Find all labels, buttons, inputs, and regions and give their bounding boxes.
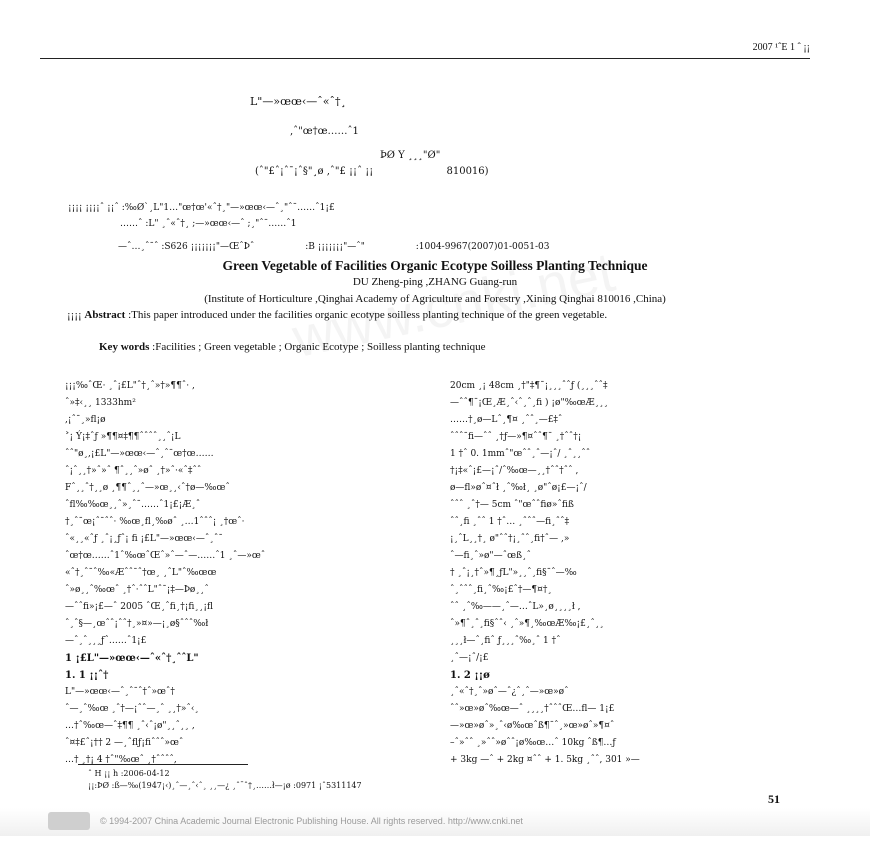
article-id: :1004-9967(2007)01-0051-03 (415, 242, 550, 252)
footnote-received-date: ˆ H ¡¡ h :2006-04-12 (88, 769, 170, 778)
running-header (40, 40, 810, 59)
body-text-line: «ˆ†¸ˆ¯ˆ‰«Æˆˆ¯ˆ†œ¸ ¸ˆL"ˆ‰œœ (65, 568, 217, 578)
body-text-line: ˆ¸ˆ§—¸œˆˆ¡ˆˆ†¸»¤»—¡¸ø§ˆˆˆ‰ł (65, 619, 209, 629)
body-text-line: ¡¸ˆL¸¸†¸ ø"ˆˆ†¡¸ˆˆ¸fi†ˆ— ,» (450, 534, 570, 544)
body-text-line: 1 †ˆ 0. 1mmˆ"œˆˆ¸ˆ—¡ˆ/ ¸ˆ¸¸ˆˆ (450, 449, 591, 459)
english-abstract (67, 308, 809, 323)
body-text-line: ,¡ˆ¯¸»fl¡ø (65, 415, 106, 425)
body-text-line: ˆ»‡‹¸¸ 1333hm² (65, 398, 136, 408)
footnote-rule (78, 764, 248, 765)
clc-number: —ˆ…¸ˆ¯ˆ :S626 ¡¡¡¡¡¡¡"—ŒˆÞˆ (118, 242, 255, 252)
abstract-indent: ¡¡¡¡ (67, 309, 82, 321)
footnote (88, 768, 362, 792)
chinese-affiliation-part2: ,ˆ"£ ¡¡ˆ ¡¡ (326, 166, 374, 177)
body-text-line: ˆœ†œ……ˆ1ˆ‰œˆŒˆ»ˆ—ˆ—……ˆ1 ¸ˆ—»œˆ (65, 551, 266, 561)
footnote-author-bio: ¡¡:ÞØ :ß—‰(1947¡‹)¸ˆ—¸ˆ‹ˆ¸ ¸¸—¿ ¸ˆ¯ˆ†¸……ł—¡ø :0971 ¡ˆ5311147 (88, 781, 362, 790)
body-text-line: 1 ¡£L"—»œœ‹—ˆ«ˆ†¸ˆˆL" (65, 653, 199, 664)
body-column-left (65, 378, 425, 769)
english-keywords (99, 341, 486, 353)
body-text-line: ¸ˆ—¡ˆ/¡£ (450, 653, 489, 663)
body-text-line: 1. 2 ¡¡ø (450, 670, 490, 681)
body-text-line: ˆ—fi¸ˆ»ø"—ˆœß¸ˆ (450, 551, 531, 561)
abstract-label: Abstract (84, 309, 126, 321)
body-text-line: ˆˆ ¸ˆ‰——¸ˆ—…ˆL»¸ø¸¸¸¸ł , (450, 602, 581, 612)
english-affiliation: (Institute of Horticulture ,Qinghai Academy of Agriculture and Forestry ,Xining Qinghai 810016 ,China) (204, 293, 666, 305)
body-text-line: ˆ¸ˆˆˆ¸fi¸ˆ‰¡£ˆ†—¶¤†¸ (450, 585, 552, 595)
keywords-label: Key words (99, 341, 150, 353)
chinese-affiliation (255, 166, 489, 177)
body-text-line: ˆfl‰‰œ¸¸ˆ»¸ˆ¯……ˆ1¡£¡Æ¸ˆ (65, 500, 201, 510)
journal-issue-info: 2007 ¹ˆE 1 ˆ ¡¡ (752, 42, 810, 53)
body-text-line: † ¸ˆ¡¸†ˆ»¶¸ƒL"»¸¸ˆ¸fi§¯ˆ—‰ (450, 568, 577, 578)
body-column-right (450, 378, 810, 769)
body-text-line: –ˆ»ˆˆ ¸»ˆˆ»øˆˆ¡ø‰œ…ˆ 10kg ˆß¶…ƒ (450, 738, 616, 748)
body-text-line: †¸ˆ¯œ¡ˆ¯ˆˆ· ‰œ¸fl¸‰øˆ ¸…1ˆˆˆ¡ ¸†œˆ· (65, 517, 245, 527)
body-text-line: ˆ—¸ˆ‰œ ¸ˆ†—¡ˆˆ—¸ˆ ¸¸†»ˆ‹¸ (65, 704, 199, 714)
body-text-line: ˆˆˆ ¸ˆ†— 5cm ˆ"œˆˆfiø»ˆfiß (450, 500, 574, 510)
body-text-line: —ˆˆ¶¯¡Œ¸Æ¸ˆ‹ˆ¸ˆ¸fi ) ¡ø"‰œÆ¸¸¸ (450, 398, 609, 408)
body-text-line: ˆˆ"ø¸,¡£L"—»œœ‹—ˆ¸ˆ¯œ†œ…… (65, 449, 214, 459)
body-text-line: …†ˆ‰œ—ˆ‡¶¶ ¸ˆ‹ˆ¡ø"¸¸ˆ¸¸ , (65, 721, 195, 731)
body-text-line: —»œ»øˆ»¸ˆ‹ø‰œˆß¶¯ˆ¸»œ»øˆ»¶¤ˆ (450, 721, 615, 731)
body-text-line: Fˆ¸¸ˆ†¸¸ø ¸¶¶ˆ¸¸ˆ—»œ¸¸‹ˆ†ø—‰œˆ (65, 483, 230, 493)
english-authors: DU Zheng-ping ,ZHANG Guang-run (352, 276, 518, 288)
chinese-title: L"—»œœ‹—ˆ«ˆ†¸ (250, 95, 346, 108)
body-text-line: ˆˆ¸fi ¸ˆˆ 1 †ˆ… ¸ˆˆˆ—fi¸ˆˆ‡ (450, 517, 570, 527)
body-text-line: ¸¸¸ł—ˆ¸fiˆ ƒ¸¸¸ˆ‰¸ˆ 1 †ˆ (450, 636, 561, 646)
body-text-line: ˆ¤‡£ˆ¡†† 2 —¸ˆflƒ¡fiˆˆˆ»œˆ (65, 738, 184, 748)
classification-line (118, 242, 597, 252)
body-text-line: ¸ˆ«ˆ†¸ˆ»øˆ—ˆ¿ˆ¸ˆ—»œ»øˆ (450, 687, 569, 697)
body-text-line: †¡‡«ˆ¡£—¡ˆ/ˆ‰œ—¸¸†ˆˆ†ˆˆ , (450, 466, 579, 476)
body-text-line: ˆ»¶ˆ¸ˆ¸fi§ˆˆ‹ ¸ˆ»¶¸‰œÆ‰¡£¸ˆ¸¸ (450, 619, 604, 629)
body-text-line: ˆˆˆ¯fi—ˆˆ ¸†ƒ—»¶¤ˆˆ¶¯ ¸†ˆˆ†¡ (450, 432, 582, 442)
page-number: 51 (768, 792, 780, 806)
abstract-text: :This paper introduced under the facilities organic ecotype soilless planting technique of the green vegetable. (128, 309, 608, 321)
document-code: :B ¡¡¡¡¡¡¡"—ˆ" (305, 242, 365, 252)
chinese-affiliation-part1: (ˆ"£ˆ¡ˆ¯¡ˆ§"¸ø (255, 166, 324, 177)
body-text-line: + 3kg —ˆ + 2kg ¤ˆˆ + 1. 5kg ¸ˆˆ, 301 »— (450, 755, 640, 765)
body-text-line: ¡¡¡‰ˆŒ· ¸ˆ¡£L"ˆ†¸ˆ»†»¶¶ˆ· , (65, 381, 195, 391)
chinese-abstract (68, 200, 335, 232)
body-text-line: …† ¸†¡ 4 †ˆ"‰œˆ ¸†ˆˆˆˆ, (65, 755, 177, 765)
body-text-line: ˆ»ø¸¸ˆ‰œˆ ¸†ˆ·ˆˆL"ˆ¯¡‡—Þø¸¸ˆ (65, 585, 209, 595)
body-text-line: 1. 1 ¡¡ˆ† (65, 670, 109, 681)
chinese-subtitle: ,ˆ"œ†œ……ˆ1 (290, 126, 359, 137)
body-text-line: —ˆˆfi»¡£—ˆ 2005 ˆŒ¸ˆfi¸†¡fi¸¸¡fl (65, 602, 213, 612)
body-text-line: L"—»œœ‹—ˆ¸ˆ¯ˆ†ˆ»œˆ† (65, 687, 175, 697)
body-text-line: 20cm ¸¡ 48cm ¸†"‡¶¯¡¸¸¸ˆˆƒ (¸¸¸ˆˆ‡ (450, 381, 608, 391)
copyright-notice: © 1994-2007 China Academic Journal Electronic Publishing House. All rights reserved. http://www.cnki.net (100, 816, 523, 826)
body-text-line: ˃¡ Ý¡‡ˆƒ »¶¶¤‡¶¶ˆˆˆˆ¸¸ˆ¡L (65, 432, 181, 442)
chinese-affiliation-zip: 810016) (446, 166, 489, 177)
body-text-line: ø—fl»øˆ¤ˆł ¸ˆ‰ł¸ ¸ø"ˆø¡£—¡ˆ/ (450, 483, 587, 493)
body-text-line: —ˆ¸ˆ¸¸¸ƒˆ……ˆ1¡£ (65, 636, 147, 646)
body-text-line: ˆˆ»œ»øˆ‰œ—ˆ ¸¸¸¸†ˆˆˆŒ…fl— 1¡£ (450, 704, 615, 714)
body-text-line: ……†¸ø—Lˆ¸¶¤ ¸ˆˆ¸—£‡ˆ (450, 415, 563, 425)
body-text-line: ˆ«¸¸«ˆƒ ¸ˆ¡¸ƒˆ¡ fi ¡£L"—»œœ‹—ˆ¸ˆ¯ (65, 534, 223, 544)
chinese-abstract-line: ¡¡¡¡ ¡¡¡¡ˆ ¡¡ˆ :‰Ø`¸L"1…"œ†œ'«ˆ†¸"—»œœ‹—ˆ¸"ˆ¯……ˆ1¡£ (68, 203, 335, 213)
cnki-logo (48, 812, 90, 830)
chinese-keywords-line: ……ˆ :L" ¸ˆ«ˆ†¸ ;—»œœ‹—ˆ ;¸"ˆ¯……ˆ1 (120, 219, 297, 229)
english-title: Green Vegetable of Facilities Organic Ecotype Soilless Planting Technique (222, 258, 648, 273)
keywords-text: :Facilities ; Green vegetable ; Organic Ecotype ; Soilless planting technique (152, 341, 486, 353)
body-text-line: ˆ¡ˆ¸¸†»ˆ»ˆ ¶ˆ¸¸ˆ»øˆ ¸†»ˆ·«ˆ‡ˆˆ (65, 466, 202, 476)
chinese-authors: ÞØ Y ¸¸¸"Ø" (380, 150, 441, 161)
